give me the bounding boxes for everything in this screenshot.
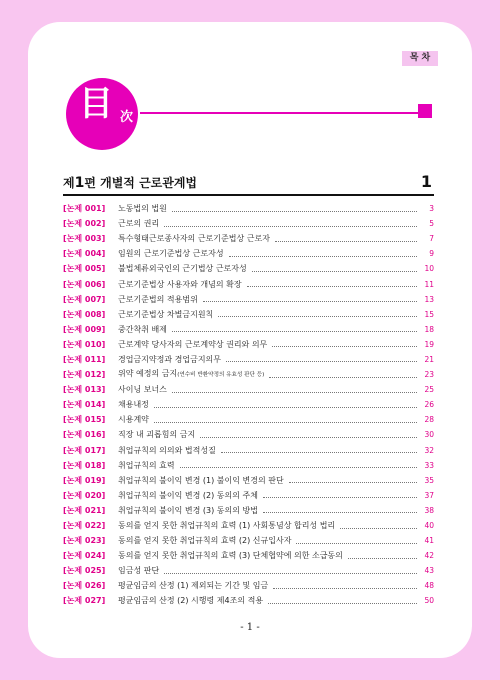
toc-entry[interactable] bbox=[63, 382, 434, 397]
entry-title-text: 임금성 판단 bbox=[118, 566, 160, 576]
entry-title bbox=[118, 578, 270, 593]
entry-title-text: 평균임금의 산정 (1) 제외되는 기간 및 임금 bbox=[118, 581, 269, 591]
entry-number: [논제 006] bbox=[63, 279, 106, 289]
toc-entry[interactable] bbox=[63, 578, 434, 593]
toc-entry[interactable] bbox=[63, 367, 434, 382]
toc-entry[interactable] bbox=[63, 548, 434, 563]
dot-leader bbox=[154, 421, 417, 423]
entry-page: 23 bbox=[424, 370, 434, 380]
page-number: - 1 - bbox=[240, 622, 260, 633]
part-suffix: 편 개별적 근로관계법 bbox=[84, 176, 198, 190]
entry-title bbox=[118, 337, 269, 352]
entry-title bbox=[118, 412, 151, 427]
dot-leader bbox=[275, 240, 417, 242]
entry-page: 9 bbox=[429, 249, 434, 259]
entry-number: [논제 024] bbox=[63, 551, 106, 561]
entry-title-text: 취업규칙의 효력 bbox=[118, 460, 175, 470]
entry-number: [논제 001] bbox=[63, 204, 106, 214]
entry-number: [논제 025] bbox=[63, 566, 106, 576]
entry-title bbox=[118, 503, 260, 518]
entry-title-text: 취업규칙의 의의와 법적성질 bbox=[118, 445, 216, 455]
entry-title-text: 취업규칙의 불이익 변경 (3) 동의의 방법 bbox=[118, 505, 258, 515]
entry-number: [논제 007] bbox=[63, 294, 106, 304]
entry-number: [논제 011] bbox=[63, 354, 106, 364]
dot-leader bbox=[229, 255, 417, 257]
entry-title-text: 특수형태근로종사자의 근로기준법상 근로자 bbox=[118, 234, 270, 244]
entry-title-text: 동의를 얻지 못한 취업규칙의 효력 (1) 사회통념상 합리성 법리 bbox=[118, 521, 336, 531]
dot-leader bbox=[154, 406, 417, 408]
entry-number: [논제 026] bbox=[63, 581, 106, 591]
heading-square bbox=[418, 104, 432, 118]
toc-entry[interactable] bbox=[63, 261, 434, 276]
dot-leader bbox=[200, 436, 417, 438]
dot-leader bbox=[340, 527, 417, 529]
toc-entry[interactable] bbox=[63, 443, 434, 458]
entry-title bbox=[118, 231, 272, 246]
entry-number: [논제 010] bbox=[63, 339, 106, 349]
entry-title bbox=[118, 518, 337, 533]
dot-leader bbox=[252, 270, 417, 272]
toc-list bbox=[63, 201, 434, 609]
toc-entry[interactable] bbox=[63, 307, 434, 322]
entry-number: [논제 012] bbox=[63, 370, 106, 380]
heading-small-char: 次 bbox=[120, 110, 134, 125]
toc-entry[interactable] bbox=[63, 276, 434, 291]
entry-title-text: 시용계약 bbox=[118, 415, 149, 425]
dot-leader bbox=[296, 542, 417, 544]
entry-title-text: 노동법의 법원 bbox=[118, 204, 167, 214]
dot-leader bbox=[268, 602, 417, 604]
entry-title bbox=[118, 563, 161, 578]
entry-page: 11 bbox=[424, 279, 434, 289]
entry-number: [논제 027] bbox=[63, 596, 106, 606]
entry-page: 26 bbox=[424, 400, 434, 410]
entry-title-text: 근로의 권리 bbox=[118, 219, 160, 229]
entry-number: [논제 014] bbox=[63, 400, 106, 410]
entry-page: 28 bbox=[424, 415, 434, 425]
entry-title bbox=[118, 397, 151, 412]
dot-leader bbox=[180, 466, 417, 468]
part-title bbox=[63, 174, 197, 191]
entry-title-text: 동의를 얻지 못한 취업규칙의 효력 (2) 신규입사자 bbox=[118, 536, 292, 546]
toc-entry[interactable] bbox=[63, 216, 434, 231]
entry-title-note: (연수비 반환약정의 유효성 판단 등) bbox=[177, 372, 265, 379]
toc-entry[interactable] bbox=[63, 533, 434, 548]
toc-entry[interactable] bbox=[63, 231, 434, 246]
entry-page: 50 bbox=[424, 596, 434, 606]
entry-title bbox=[118, 548, 345, 563]
entry-title-text: 위약 예정의 금지 bbox=[118, 369, 178, 379]
entry-title bbox=[118, 322, 169, 337]
toc-entry[interactable] bbox=[63, 337, 434, 352]
entry-title-text: 근로계약 당사자의 근로계약상 권리와 의무 bbox=[118, 339, 268, 349]
entry-page: 41 bbox=[424, 536, 434, 546]
entry-number: [논제 002] bbox=[63, 219, 106, 229]
toc-entry[interactable] bbox=[63, 473, 434, 488]
dot-leader bbox=[164, 572, 417, 574]
entry-number: [논제 022] bbox=[63, 521, 106, 531]
part-number: 1 bbox=[74, 175, 85, 191]
entry-page: 15 bbox=[424, 309, 434, 319]
dot-leader bbox=[226, 360, 417, 362]
toc-entry[interactable] bbox=[63, 427, 434, 442]
entry-page: 37 bbox=[424, 490, 434, 500]
entry-number: [논제 005] bbox=[63, 264, 106, 274]
entry-number: [논제 018] bbox=[63, 460, 106, 470]
entry-title bbox=[118, 261, 249, 276]
entry-number: [논제 023] bbox=[63, 536, 106, 546]
entry-title-text: 평균임금의 산정 (2) 시행령 제4조의 적용 bbox=[118, 596, 264, 606]
dot-leader bbox=[172, 391, 417, 393]
dot-leader bbox=[263, 496, 417, 498]
heading-char: 目 bbox=[79, 84, 113, 124]
entry-title-text: 사이닝 보너스 bbox=[118, 385, 167, 395]
toc-entry[interactable] bbox=[63, 412, 434, 427]
entry-title-text: 불법체류외국인의 근기법상 근로자성 bbox=[118, 264, 247, 274]
entry-title bbox=[118, 382, 169, 397]
entry-page: 3 bbox=[429, 204, 434, 214]
entry-title bbox=[118, 427, 197, 442]
entry-title bbox=[118, 458, 177, 473]
entry-title bbox=[118, 292, 200, 307]
dot-leader bbox=[273, 587, 417, 589]
entry-number: [논제 008] bbox=[63, 309, 106, 319]
dot-leader bbox=[348, 557, 417, 559]
toc-entry[interactable] bbox=[63, 458, 434, 473]
entry-title bbox=[118, 488, 260, 503]
entry-page: 35 bbox=[424, 475, 434, 485]
entry-page: 13 bbox=[424, 294, 434, 304]
entry-number: [논제 019] bbox=[63, 475, 106, 485]
entry-title bbox=[118, 277, 244, 292]
entry-number: [논제 017] bbox=[63, 445, 106, 455]
toc-entry[interactable] bbox=[63, 201, 434, 216]
entry-page: 40 bbox=[424, 521, 434, 531]
entry-number: [논제 021] bbox=[63, 505, 106, 515]
entry-title bbox=[118, 593, 265, 608]
dot-leader bbox=[172, 210, 417, 212]
part-page-number: 1 bbox=[420, 172, 432, 191]
dot-leader bbox=[203, 300, 417, 302]
toc-entry[interactable] bbox=[63, 518, 434, 533]
entry-number: [논제 016] bbox=[63, 430, 106, 440]
toc-entry[interactable] bbox=[63, 593, 434, 608]
entry-number: [논제 013] bbox=[63, 385, 106, 395]
entry-title-text: 취업규칙의 불이익 변경 (2) 동의의 주체 bbox=[118, 490, 258, 500]
entry-page: 25 bbox=[424, 385, 434, 395]
toc-entry[interactable] bbox=[63, 503, 434, 518]
entry-page: 32 bbox=[424, 445, 434, 455]
entry-title-text: 임원의 근로기준법상 근로자성 bbox=[118, 249, 224, 259]
entry-page: 33 bbox=[424, 460, 434, 470]
entry-title bbox=[118, 352, 223, 367]
entry-number: [논제 003] bbox=[63, 234, 106, 244]
entry-title-text: 근로기준법상 사용자와 개념의 확장 bbox=[118, 279, 242, 289]
entry-title-text: 중간착취 배제 bbox=[118, 324, 167, 334]
dot-leader bbox=[164, 225, 417, 227]
entry-title-text: 취업규칙의 불이익 변경 (1) 불이익 변경의 판단 bbox=[118, 475, 284, 485]
dot-leader bbox=[221, 451, 417, 453]
entry-page: 48 bbox=[424, 581, 434, 591]
entry-title bbox=[118, 201, 169, 216]
entry-title bbox=[118, 366, 266, 383]
entry-page: 38 bbox=[424, 505, 434, 515]
entry-page: 30 bbox=[424, 430, 434, 440]
toc-entry[interactable] bbox=[63, 322, 434, 337]
entry-title bbox=[118, 473, 286, 488]
toc-entry[interactable] bbox=[63, 488, 434, 503]
entry-page: 21 bbox=[424, 354, 434, 364]
entry-number: [논제 015] bbox=[63, 415, 106, 425]
entry-title bbox=[118, 216, 161, 231]
entry-title bbox=[118, 246, 226, 261]
entry-title bbox=[118, 533, 293, 548]
entry-page: 42 bbox=[424, 551, 434, 561]
section-tag: 목 차 bbox=[402, 51, 438, 66]
entry-title bbox=[118, 307, 215, 322]
entry-title-text: 경업금지약정과 경업금지의무 bbox=[118, 354, 222, 364]
toc-entry[interactable] bbox=[63, 397, 434, 412]
entry-title-text: 동의를 얻지 못한 취업규칙의 효력 (3) 단체협약에 의한 소급동의 bbox=[118, 551, 343, 561]
dot-leader bbox=[269, 376, 417, 378]
dot-leader bbox=[263, 511, 417, 513]
heading-rule bbox=[140, 112, 420, 114]
dot-leader bbox=[272, 345, 417, 347]
toc-entry[interactable] bbox=[63, 563, 434, 578]
entry-title bbox=[118, 443, 218, 458]
entry-page: 10 bbox=[424, 264, 434, 274]
toc-entry[interactable] bbox=[63, 246, 434, 261]
dot-leader bbox=[172, 330, 417, 332]
entry-page: 5 bbox=[429, 219, 434, 229]
entry-title-text: 채용내정 bbox=[118, 400, 149, 410]
dot-leader bbox=[247, 285, 417, 287]
toc-entry[interactable] bbox=[63, 292, 434, 307]
entry-title-text: 근로기준법상 차별금지원칙 bbox=[118, 309, 214, 319]
entry-page: 43 bbox=[424, 566, 434, 576]
part-header bbox=[63, 172, 434, 196]
entry-page: 7 bbox=[429, 234, 434, 244]
entry-number: [논제 020] bbox=[63, 490, 106, 500]
entry-number: [논제 004] bbox=[63, 249, 106, 259]
entry-number: [논제 009] bbox=[63, 324, 106, 334]
part-prefix: 제 bbox=[63, 176, 75, 190]
toc-entry[interactable] bbox=[63, 352, 434, 367]
entry-page: 19 bbox=[424, 339, 434, 349]
entry-title-text: 근로기준법의 적용범위 bbox=[118, 294, 198, 304]
dot-leader bbox=[218, 315, 417, 317]
dot-leader bbox=[289, 481, 417, 483]
entry-page: 18 bbox=[424, 324, 434, 334]
entry-title-text: 직장 내 괴롭힘의 금지 bbox=[118, 430, 196, 440]
